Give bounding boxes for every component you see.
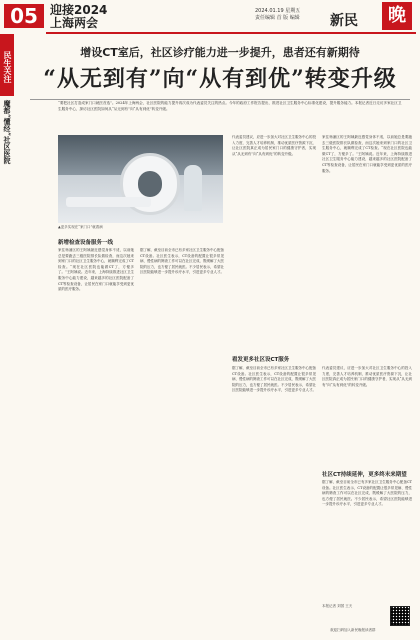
- issue-date: 2024.01.19 星期五: [255, 8, 301, 14]
- qr-code-icon[interactable]: [390, 606, 410, 626]
- body-col3: 代表委员建议，应进一步加大对社区卫生服务中心的投入力度，完善人才培养机制，推动优质医疗资源下沉，让社区医院真正成为居民家门口的健康守护者，实现从“从无到有”向“从有到优”的转变升级。: [232, 135, 316, 156]
- ct-bore: [138, 171, 162, 197]
- section-title-line2: 上海两会: [50, 16, 99, 30]
- section-title: [50, 4, 107, 30]
- body-col1: 家住杨浦区的王阿姨最近感觉身体不适，以前她总是要跑去三级医院排长队做检查，而这次她来到家门口的社区卫生服务中心，就顺利完成了CT检查。“现在社区医院也能做CT了，方便多了。”王阿姨说。近年来，上海持续推进社区卫生服务中心能力建设，越来越多的社区医院配备了CT等检查设备，让居民在家门口就能享受到更优质的医疗服务。: [58, 248, 134, 292]
- header-date: [255, 8, 300, 22]
- page-header: [0, 0, 420, 38]
- body-col4c: 据了解，截至目前全市已有多家社区卫生服务中心配备CT设备。社区医生表示，CT设备的配置让很多常见病、慢性病的筛查工作可以在社区完成，既缓解了大医院的压力，也方便了居民就医。不少居民表示，希望社区医院能够进一步提升诊疗水平，引进更多专业人才。: [322, 480, 412, 507]
- page-number: 05: [4, 4, 44, 28]
- body-col4: 家住杨浦区的王阿姨最近感觉身体不适，以前她总是要跑去三级医院排长队做检查，而这次她来到家门口的社区卫生服务中心，就顺利完成了CT检查。“现在社区医院也能做CT了，方便多了。”王阿姨说。近年来，上海持续推进社区卫生服务中心能力建设，越来越多的社区医院配备了CT等检查设备，让居民在家门口就能享受到更优质的医疗服务。: [322, 135, 412, 173]
- section-title-line1: 迎接2024: [50, 3, 108, 17]
- section3-title: 社区CT持续延伸，更多终末来期望: [322, 472, 407, 478]
- article-lead: “要把社区打造成家门口就医首选”。2024年上海两会，社区医院的能力提升再次成为代表委员关注的热点。今年的政府工作报告提出，推进社区卫生服务中心标准化建设，提升服务能力。本报记者近日走访多家社区卫生服务中心，探访社区医院如何从“从无到有”向“从有到优”转变升级。: [58, 101, 402, 111]
- body-col3b: 据了解，截至目前全市已有多家社区卫生服务中心配备CT设备。社区医生表示，CT设备的配置让很多常见病、慢性病的筛查工作可以在社区完成，既缓解了大医院的压力，也方便了居民就医。不少居民表示，希望社区医院能够进一步提升诊疗水平，引进更多专业人才。: [232, 366, 316, 393]
- ct-scanner-photo: [58, 135, 223, 223]
- body-col2: 据了解，截至目前全市已有多家社区卫生服务中心配备CT设备。社区医生表示，CT设备的配置让很多常见病、慢性病的筛查工作可以在社区完成，既缓解了大医院的压力，也方便了居民就医。不少居民表示，希望社区医院能够进一步提升诊疗水平，引进更多专业人才。: [140, 248, 224, 275]
- article-subhead: 增设CT室后，社区诊疗能力进一步提升，患者还有新期待: [80, 46, 360, 59]
- section2-title: 看发更多社区设CT服务: [232, 357, 290, 363]
- logo-text-left: 新民: [330, 13, 358, 29]
- article-headline: “从无到有”向“从有到优”转变升级: [43, 66, 397, 92]
- section1-title: 新增检查设备服务一线: [58, 240, 114, 246]
- section-tag: 民生关注: [0, 34, 14, 96]
- body-col4b: 代表委员建议，应进一步加大对社区卫生服务中心的投入力度，完善人才培养机制，推动优质医疗资源下沉，让社区医院真正成为居民家门口的健康守护者，实现从“从无到有”向“从有到优”的转变升级。: [322, 366, 412, 387]
- footnote: 欢迎扫码加入新民晚报读者群: [330, 628, 376, 632]
- staff-figure: [184, 165, 202, 211]
- author-credit: 本报记者 刘国 王天: [322, 604, 353, 608]
- ct-bed: [66, 197, 151, 207]
- logo-text-right: 晚: [382, 2, 412, 30]
- editor-credit: 责任编辑 首 版 编辑: [255, 15, 300, 21]
- column-name: 魔都“懂经”社区医院: [3, 100, 12, 165]
- photo-caption: ▲更多实现在“家门口”就看病: [58, 225, 103, 229]
- header-rule: [46, 32, 416, 34]
- sidebar: [0, 34, 14, 640]
- newspaper-logo: [330, 2, 415, 30]
